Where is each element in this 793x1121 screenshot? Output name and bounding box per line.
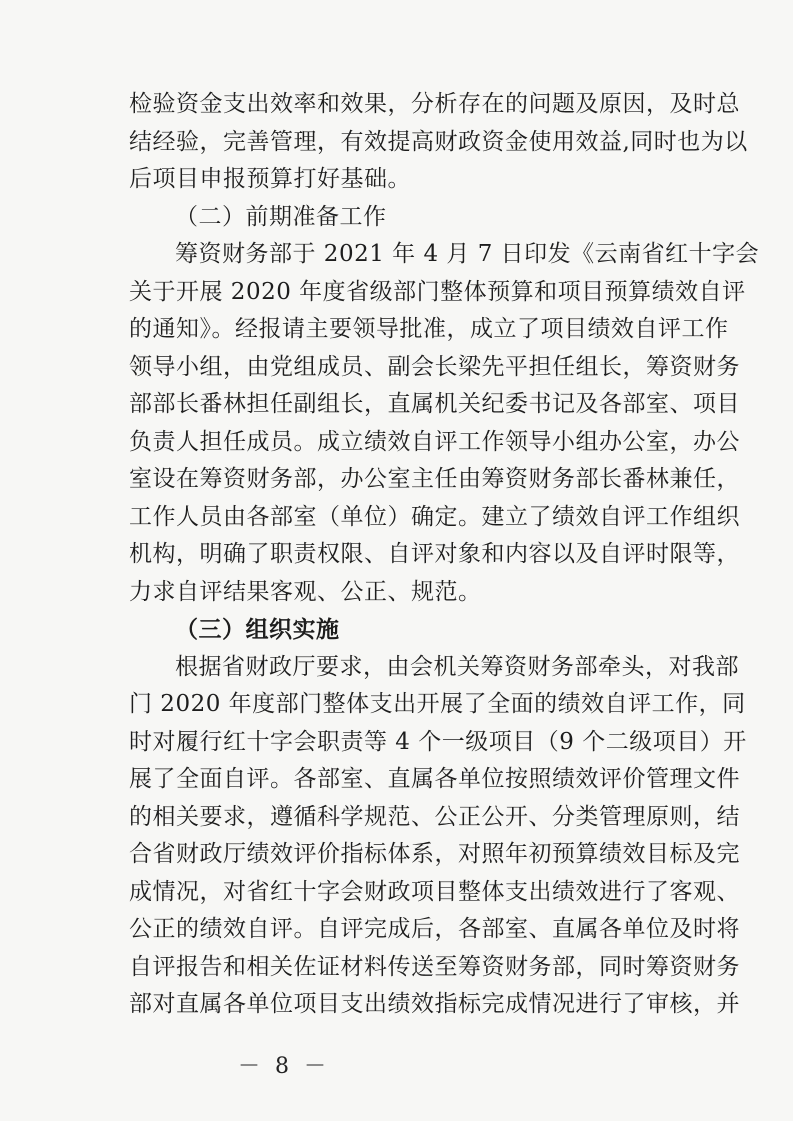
paragraph-line: 负责人担任成员。成立绩效自评工作领导小组办公室，办公 — [129, 428, 740, 455]
paragraph-line: 展了全面自评。各部室、直属各单位按照绩效评价管理文件 — [129, 766, 740, 792]
paragraph-line: 根据省财政厅要求，由会机关筹资财务部牵头，对我部 — [175, 653, 739, 680]
paragraph-line: 结经验，完善管理，有效提高财政资金使用效益,同时也为以 — [129, 128, 748, 155]
paragraph-line: 检验资金支出效率和效果，分析存在的问题及原因，及时总 — [129, 91, 740, 117]
paragraph-line: 门 2020 年度部门整体支出开展了全面的绩效自评工作，同 — [129, 691, 746, 717]
paragraph-line: 筹资财务部于 2021 年 4 月 7 日印发《云南省红十字会 — [175, 241, 760, 267]
paragraph-line: 成情况，对省红十字会财政项目整体支出绩效进行了客观、 — [129, 878, 740, 905]
paragraph-line: 自评报告和相关佐证材料传送至筹资财务部，同时筹资财务 — [129, 953, 740, 980]
paragraph-line: 公正的绩效自评。自评完成后，各部室、直属各单位及时将 — [129, 916, 740, 942]
body-text — [129, 86, 760, 1024]
paragraph-line: 领导小组，由党组成员、副会长梁先平担任组长，筹资财务 — [129, 353, 740, 380]
paragraph-line: 时对履行红十字会职责等 4 个一级项目（9 个二级项目）开 — [129, 728, 747, 755]
paragraph-line: 部对直属各单位项目支出绩效指标完成情况进行了审核，并 — [129, 991, 740, 1017]
paragraph-line: 的相关要求，遵循科学规范、公正公开、分类管理原则，结 — [129, 803, 740, 830]
section-heading-implementation: （三）组织实施 — [175, 616, 340, 643]
paragraph-line: 的通知》。经报请主要领导批准，成立了项目绩效自评工作 — [129, 316, 729, 342]
paragraph-line: 部部长番林担任副组长，直属机关纪委书记及各部室、项目 — [129, 391, 740, 417]
paragraph-line: 合省财政厅绩效评价指标体系，对照年初预算绩效目标及完 — [129, 841, 740, 867]
page-number: － 8 － — [238, 1054, 330, 1079]
paragraph-line: 机构，明确了职责权限、自评对象和内容以及自评时限等， — [129, 541, 740, 567]
paragraph-line: 力求自评结果客观、公正、规范。 — [129, 578, 482, 605]
paragraph-line: 室设在筹资财务部，办公室主任由筹资财务部长番林兼任， — [129, 466, 740, 492]
paragraph-line: 工作人员由各部室（单位）确定。建立了绩效自评工作组织 — [129, 503, 740, 530]
section-heading-preparation: （二）前期准备工作 — [175, 203, 387, 230]
paragraph-line: 关于开展 2020 年度省级部门整体预算和项目预算绩效自评 — [129, 278, 746, 305]
paragraph-line: 后项目申报预算打好基础。 — [129, 166, 411, 192]
